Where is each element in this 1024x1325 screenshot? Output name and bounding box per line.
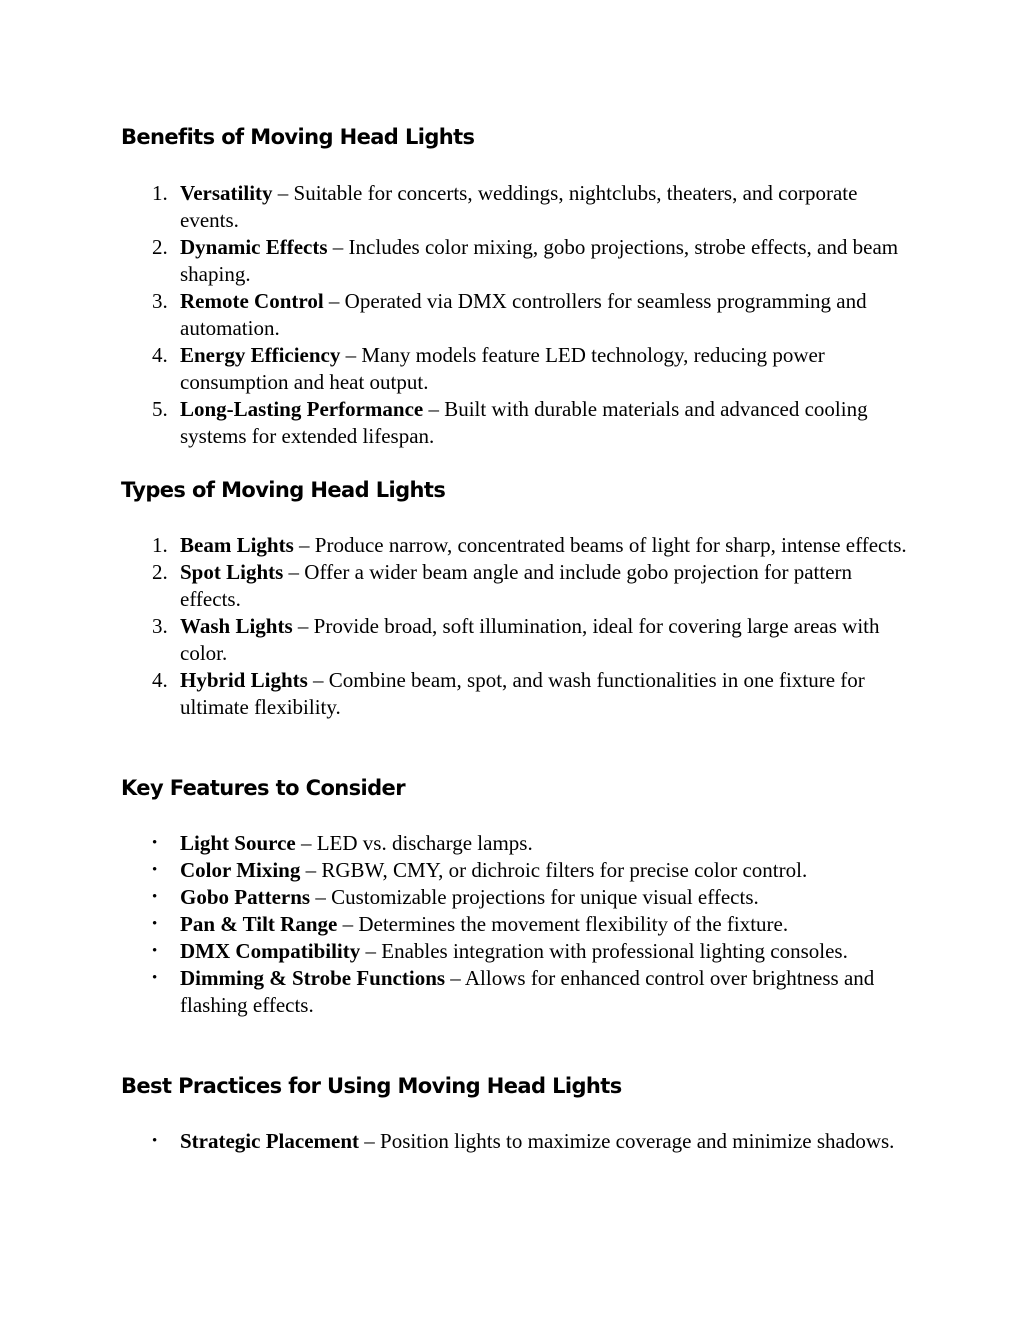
item-term: Long-Lasting Performance <box>180 397 424 421</box>
types-list <box>0 532 1024 721</box>
bullet-icon: • <box>152 889 158 905</box>
item-separator: – <box>307 668 329 692</box>
item-term: DMX Compatibility <box>180 939 361 963</box>
item-description: RGBW, CMY, or dichroic filters for precise color control. <box>321 858 808 882</box>
item-separator: – <box>293 533 315 557</box>
item-separator: – <box>295 831 317 855</box>
item-term: Dynamic Effects <box>180 235 328 259</box>
bullet-icon: • <box>152 943 158 959</box>
list-item <box>0 342 910 396</box>
list-item <box>0 532 910 559</box>
item-separator: – <box>300 858 322 882</box>
item-separator: – <box>337 912 359 936</box>
list-item <box>0 965 910 1019</box>
item-term: Energy Efficiency <box>180 343 341 367</box>
item-description: Built with durable materials and advanced cooling systems for extended lifespan. <box>180 397 868 448</box>
list-number: 4. <box>152 343 168 367</box>
item-separator: – <box>292 614 314 638</box>
item-term: Beam Lights <box>180 533 294 557</box>
item-term: Light Source <box>180 831 296 855</box>
list-item <box>0 911 910 938</box>
bullet-icon: • <box>152 970 158 986</box>
bullet-icon: • <box>152 835 158 851</box>
item-term: Spot Lights <box>180 560 284 584</box>
item-term: Dimming & Strobe Functions <box>180 966 446 990</box>
list-number: 1. <box>152 533 168 557</box>
item-term: Color Mixing <box>180 858 301 882</box>
item-separator: – <box>360 939 382 963</box>
item-description: LED vs. discharge lamps. <box>316 831 533 855</box>
list-number: 2. <box>152 235 168 259</box>
benefits-list <box>0 180 1024 450</box>
item-term: Strategic Placement <box>180 1129 360 1153</box>
list-item <box>0 180 910 234</box>
section-heading-benefits: Benefits of Moving Head Lights <box>121 125 475 149</box>
item-description: Includes color mixing, gobo projections, strobe effects, and beam shaping. <box>180 235 899 286</box>
item-term: Hybrid Lights <box>180 668 308 692</box>
list-number: 3. <box>152 614 168 638</box>
list-number: 5. <box>152 397 168 421</box>
item-term: Pan & Tilt Range <box>180 912 338 936</box>
item-separator: – <box>359 1129 381 1153</box>
key-features-list <box>0 830 1024 1019</box>
item-separator: – <box>310 885 332 909</box>
list-item <box>0 234 910 288</box>
item-separator: – <box>272 181 294 205</box>
item-separator: – <box>283 560 305 584</box>
section-heading-key-features: Key Features to Consider <box>121 776 405 800</box>
item-description: Offer a wider beam angle and include gobo projection for pattern effects. <box>180 560 853 611</box>
list-item <box>0 613 910 667</box>
item-description: Allows for enhanced control over brightness and flashing effects. <box>180 966 875 1017</box>
list-item <box>0 884 910 911</box>
item-term: Gobo Patterns <box>180 885 311 909</box>
section-heading-types: Types of Moving Head Lights <box>121 478 446 502</box>
list-item <box>0 288 910 342</box>
item-term: Wash Lights <box>180 614 293 638</box>
list-item <box>0 830 910 857</box>
list-number: 1. <box>152 181 168 205</box>
item-separator: – <box>327 235 349 259</box>
list-number: 2. <box>152 560 168 584</box>
list-number: 4. <box>152 668 168 692</box>
section-heading-best-practices: Best Practices for Using Moving Head Lights <box>121 1074 622 1098</box>
bullet-icon: • <box>152 862 158 878</box>
list-item <box>0 1128 910 1155</box>
item-description: Provide broad, soft illumination, ideal for covering large areas with color. <box>180 614 880 665</box>
item-term: Versatility <box>180 181 273 205</box>
item-description: Operated via DMX controllers for seamless programming and automation. <box>180 289 867 340</box>
item-separator: – <box>423 397 445 421</box>
list-item <box>0 938 910 965</box>
list-item <box>0 667 910 721</box>
item-term: Remote Control <box>180 289 324 313</box>
item-separator: – <box>340 343 362 367</box>
list-item <box>0 396 910 450</box>
list-number: 3. <box>152 289 168 313</box>
item-description: Many models feature LED technology, reducing power consumption and heat output. <box>180 343 825 394</box>
item-separator: – <box>323 289 345 313</box>
bullet-icon: • <box>152 916 158 932</box>
item-description: Suitable for concerts, weddings, nightclubs, theaters, and corporate events. <box>180 181 858 232</box>
bullet-icon: • <box>152 1133 158 1149</box>
item-description: Determines the movement flexibility of the fixture. <box>358 912 789 936</box>
list-item <box>0 857 910 884</box>
best-practices-list <box>0 1128 1024 1155</box>
item-description: Enables integration with professional lighting consoles. <box>381 939 848 963</box>
item-description: Combine beam, spot, and wash functionalities in one fixture for ultimate flexibility. <box>180 668 865 719</box>
list-item <box>0 559 910 613</box>
item-description: Customizable projections for unique visual effects. <box>331 885 759 909</box>
item-separator: – <box>445 966 465 990</box>
item-description: Position lights to maximize coverage and minimize shadows. <box>380 1129 895 1153</box>
item-description: Produce narrow, concentrated beams of light for sharp, intense effects. <box>314 533 907 557</box>
